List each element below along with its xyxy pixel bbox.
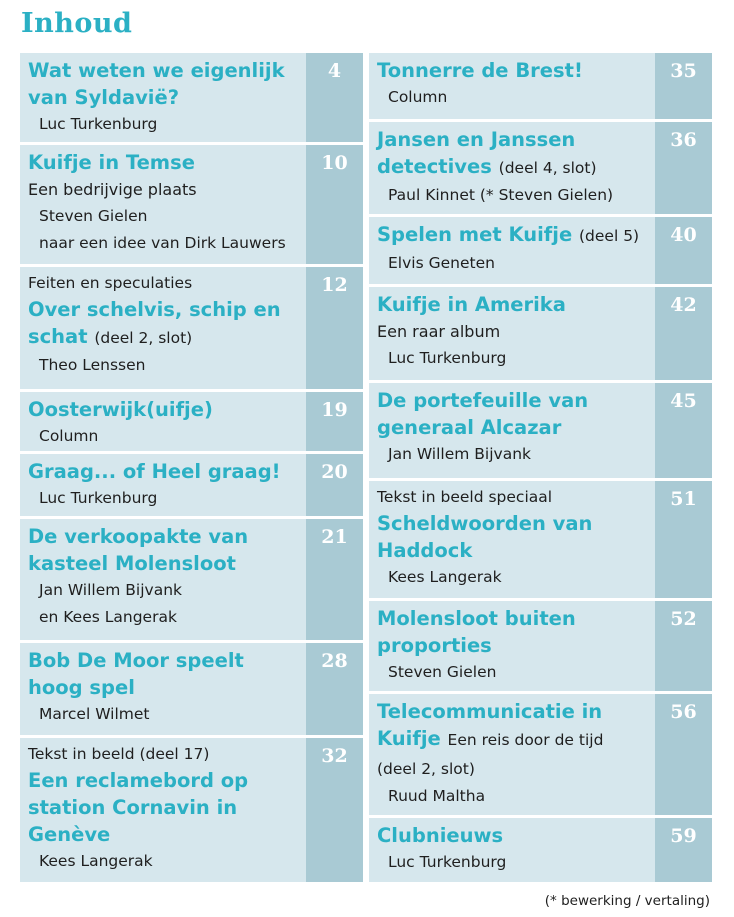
entry-author: Theo Lenssen — [39, 356, 146, 374]
entry-author: Ruud Maltha — [388, 787, 486, 805]
toc-entry[interactable] — [20, 53, 363, 142]
entry-author: Jan Willem Bijvank — [388, 445, 532, 463]
entry-note: (deel 5) — [579, 227, 640, 245]
page-number: 10 — [306, 145, 363, 264]
toc-entry[interactable] — [20, 145, 363, 264]
page-number: 32 — [306, 738, 363, 882]
entry-title: Wat weten we eigenlijk van Syldavië? — [28, 59, 285, 109]
page-number: 36 — [655, 122, 712, 214]
entry-title: De verkoopakte van kasteel Molensloot — [28, 525, 249, 575]
entry-author: Luc Turkenburg — [39, 115, 158, 133]
entry-note: (deel 4, slot) — [498, 159, 597, 177]
entry-kicker: Feiten en speculaties — [28, 274, 193, 292]
entry-author: Luc Turkenburg — [39, 489, 158, 507]
entry-title: De portefeuille van generaal Alcazar — [377, 389, 589, 439]
entry-author: Elvis Geneten — [388, 254, 495, 272]
page-number: 40 — [655, 217, 712, 284]
entry-author: Steven Gielen — [388, 663, 497, 681]
entry-author: Luc Turkenburg — [388, 349, 507, 367]
entry-title: Scheldwoorden van Haddock — [377, 512, 593, 562]
entry-title: Clubnieuws — [377, 824, 504, 847]
entry-title: Graag... of Heel graag! — [28, 460, 281, 483]
toc-entry[interactable] — [369, 122, 712, 214]
entry-note: Een reis door de tijd (deel 2, slot) — [377, 731, 604, 778]
entry-author: Paul Kinnet (* Steven Gielen) — [388, 186, 614, 204]
page-number: 51 — [655, 481, 712, 598]
entry-author: Steven Gielen — [39, 207, 148, 225]
entry-author: naar een idee van Dirk Lauwers — [39, 234, 286, 252]
toc-entry[interactable] — [369, 601, 712, 691]
entry-title: Jansen en Janssen detectives — [377, 128, 576, 178]
toc-entry[interactable] — [369, 818, 712, 882]
page-number: 19 — [306, 392, 363, 451]
entry-author: Luc Turkenburg — [388, 853, 507, 871]
entry-author: Column — [39, 427, 99, 445]
page-title: Inhoud — [21, 8, 133, 39]
entry-subtitle: Een bedrijvige plaats — [28, 180, 197, 199]
entry-title: Bob De Moor speelt hoog spel — [28, 649, 244, 699]
entry-kicker: Tekst in beeld speciaal — [377, 488, 553, 506]
page-number: 59 — [655, 818, 712, 882]
entry-author: Kees Langerak — [39, 852, 153, 870]
page-number: 52 — [655, 601, 712, 691]
entry-title: Telecommunicatie in Kuifje — [377, 700, 603, 750]
toc-entry[interactable] — [369, 694, 712, 815]
page-number: 12 — [306, 267, 363, 389]
entry-title: Oosterwijk(uifje) — [28, 398, 213, 421]
entry-title: Kuifje in Temse — [28, 151, 195, 174]
toc-entry[interactable] — [20, 643, 363, 735]
entry-subtitle: Een raar album — [377, 322, 501, 341]
entry-kicker: Tekst in beeld (deel 17) — [28, 745, 210, 763]
toc-entry[interactable] — [20, 738, 363, 882]
entry-title: Molensloot buiten proporties — [377, 607, 576, 657]
page-number: 28 — [306, 643, 363, 735]
entry-title: Tonnerre de Brest! — [377, 59, 583, 82]
toc-entry[interactable] — [20, 267, 363, 389]
entry-title: Spelen met Kuifje — [377, 223, 573, 246]
toc-entry[interactable] — [369, 53, 712, 119]
entry-title: Over schelvis, schip en schat — [28, 298, 281, 348]
toc-entry[interactable] — [369, 481, 712, 598]
entry-author: en Kees Langerak — [39, 608, 177, 626]
toc-entry[interactable] — [20, 392, 363, 451]
toc-entry[interactable] — [369, 287, 712, 380]
page-number: 56 — [655, 694, 712, 815]
page-number: 4 — [306, 53, 363, 142]
footnote: (* bewerking / vertaling) — [544, 893, 710, 909]
page-number: 20 — [306, 454, 363, 516]
entry-author: Jan Willem Bijvank — [39, 581, 183, 599]
entry-author: Column — [388, 88, 448, 106]
entry-title: Een reclamebord op station Cornavin in Genève — [28, 769, 249, 846]
page-number: 35 — [655, 53, 712, 119]
toc-entry[interactable] — [369, 217, 712, 284]
page-number: 45 — [655, 383, 712, 478]
toc-entry[interactable] — [20, 454, 363, 516]
entry-author: Marcel Wilmet — [39, 705, 150, 723]
toc-entry[interactable] — [20, 519, 363, 640]
page-number: 21 — [306, 519, 363, 640]
entry-author: Kees Langerak — [388, 568, 502, 586]
toc-entry[interactable] — [369, 383, 712, 478]
entry-title: Kuifje in Amerika — [377, 293, 566, 316]
entry-note: (deel 2, slot) — [94, 329, 193, 347]
page-number: 42 — [655, 287, 712, 380]
